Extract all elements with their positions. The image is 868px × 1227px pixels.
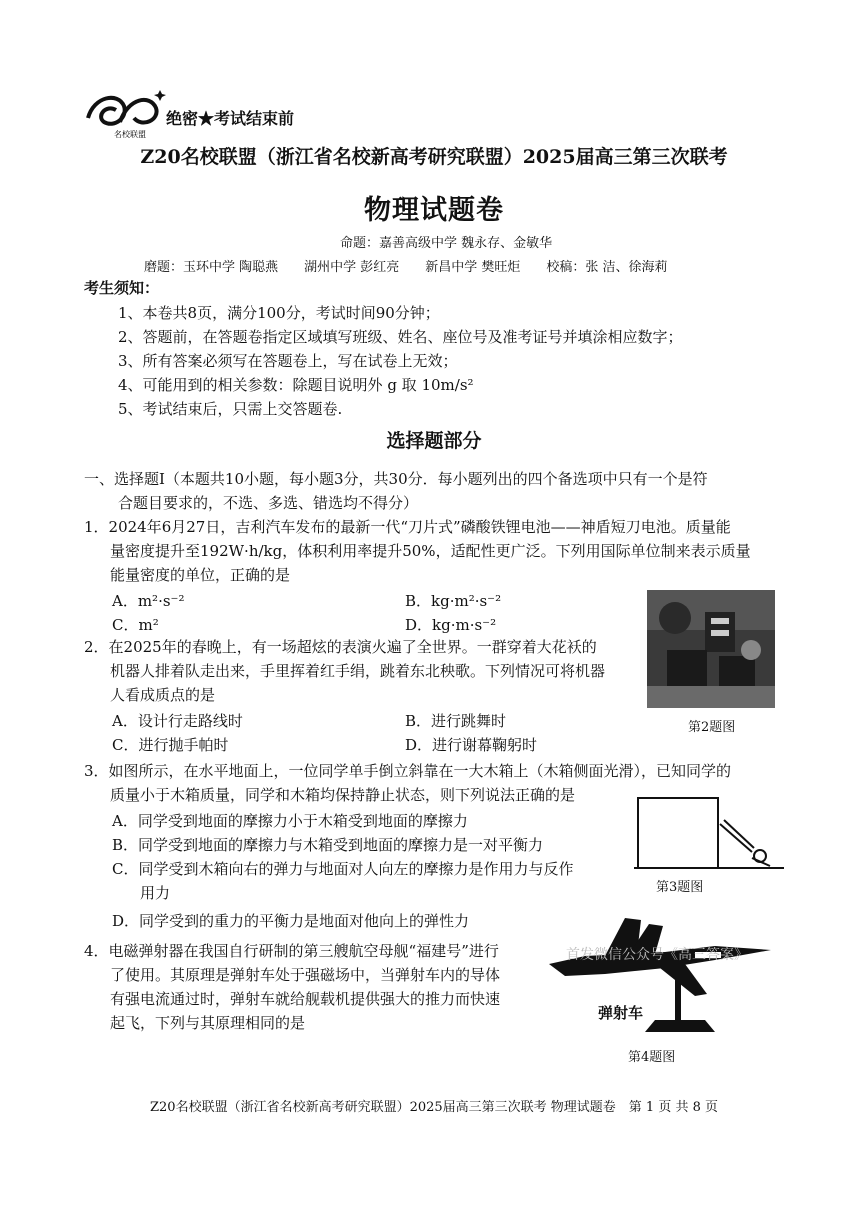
watermark-text: 首发微信公众号《高三答案》 — [566, 947, 748, 963]
notice-item: 4、可能用到的相关参数：除题目说明外 g 取 10m/s² — [118, 376, 474, 394]
q3-option-a: A．同学受到地面的摩擦力小于木箱受到地面的摩擦力 — [112, 812, 468, 830]
q3-figure-caption: 第3题图 — [656, 880, 704, 895]
page-footer: Z20名校联盟（浙江省名校新高考研究联盟）2025届高三第三次联考 物理试题卷 第 1 页 共 8 页 — [150, 1100, 718, 1115]
q3-option-c: C．同学受到木箱向右的弹力与地面对人向左的摩擦力是作用力与反作 — [112, 860, 574, 878]
svg-text:名校联盟: 名校联盟 — [114, 130, 146, 139]
q2-text: 2．在2025年的春晚上，有一场超炫的表演火遍了全世界。一群穿着大花袄的 — [84, 638, 597, 656]
author-credit: 命题：嘉善高级中学 魏永存、金敏华 — [340, 236, 553, 251]
notice-item: 2、答题前，在答题卷指定区域填写班级、姓名、座位号及准考证号并填涂相应数字； — [118, 328, 683, 346]
q1-option-a: A．m²·s⁻² — [112, 592, 185, 610]
notice-item: 1、本卷共8页，满分100分，考试时间90分钟； — [118, 304, 440, 322]
subject-title: 物理试题卷 — [364, 195, 504, 226]
q3-option-c-cont: 用力 — [140, 884, 171, 902]
confidential-label: 绝密★考试结束前 — [166, 109, 295, 128]
notice-heading: 考生须知： — [84, 279, 160, 297]
q4-catapult-label: 弹射车 — [598, 1004, 644, 1022]
q2-option-c: C．进行抛手帕时 — [112, 736, 229, 754]
q4-jet-figure — [545, 912, 775, 1038]
exam-title: Z20名校联盟（浙江省名校新高考研究联盟）2025届高三第三次联考 — [140, 146, 728, 168]
q1-option-d: D．kg·m·s⁻² — [405, 616, 497, 634]
q2-robot-photo — [647, 590, 775, 708]
q4-text: 了使用。其原理是弹射车处于强磁场中，当弹射车内的导体 — [110, 966, 501, 984]
q3-option-d: D．同学受到的重力的平衡力是地面对他向上的弹性力 — [112, 912, 470, 930]
q4-text: 有强电流通过时，弹射车就给舰载机提供强大的推力而快速 — [110, 990, 501, 1008]
q3-text: 质量小于木箱质量，同学和木箱均保持静止状态，则下列说法正确的是 — [110, 786, 576, 804]
notice-item: 3、所有答案必须写在答题卷上，写在试卷上无效； — [118, 352, 458, 370]
q1-text: 1．2024年6月27日，吉利汽车发布的最新一代“刀片式”磷酸铁锂电池——神盾短刀电池。质量能 — [84, 518, 731, 536]
q3-text: 3．如图所示，在水平地面上，一位同学单手倒立斜靠在一大木箱上（木箱侧面光滑），已知同学的 — [84, 762, 732, 780]
q3-option-b: B．同学受到地面的摩擦力与木箱受到地面的摩擦力是一对平衡力 — [112, 836, 544, 854]
section-title: 选择题部分 — [386, 430, 482, 452]
part-instructions: 一、选择题Ⅰ（本题共10小题，每小题3分，共30分．每小题列出的四个备选项中只有一个是符 — [84, 470, 708, 488]
alliance-logo — [84, 88, 166, 140]
q4-text: 4．电磁弹射器在我国自行研制的第三艘航空母舰“福建号”进行 — [84, 942, 499, 960]
q1-text: 量密度提升至192W·h/kg，体积利用率提升50%，适配性更广泛。下列用国际单位制来表示质量 — [110, 542, 751, 560]
q1-option-c: C．m² — [112, 616, 159, 634]
q2-option-d: D．进行谢幕鞠躬时 — [405, 736, 538, 754]
q3-box-figure — [634, 794, 784, 874]
part-instructions-cont: 合题目要求的，不选、多选、错选均不得分） — [118, 494, 419, 512]
q4-text: 起飞，下列与其原理相同的是 — [110, 1014, 306, 1032]
q2-option-a: A．设计行走路线时 — [112, 712, 243, 730]
notice-item: 5、考试结束后，只需上交答题卷. — [118, 400, 343, 418]
q2-text: 人看成质点的是 — [110, 686, 216, 704]
q2-text: 机器人排着队走出来，手里挥着红手绢，跳着东北秧歌。下列情况可将机器 — [110, 662, 606, 680]
reviewer-credit: 磨题：玉环中学 陶聪燕 湖州中学 彭红亮 新昌中学 樊旺炬 校稿：张 洁、徐海莉 — [144, 260, 668, 275]
q2-figure-caption: 第2题图 — [688, 720, 736, 735]
q2-option-b: B．进行跳舞时 — [405, 712, 507, 730]
q1-option-b: B．kg·m²·s⁻² — [405, 592, 502, 610]
q4-figure-caption: 第4题图 — [628, 1050, 676, 1065]
q1-text: 能量密度的单位，正确的是 — [110, 566, 291, 584]
